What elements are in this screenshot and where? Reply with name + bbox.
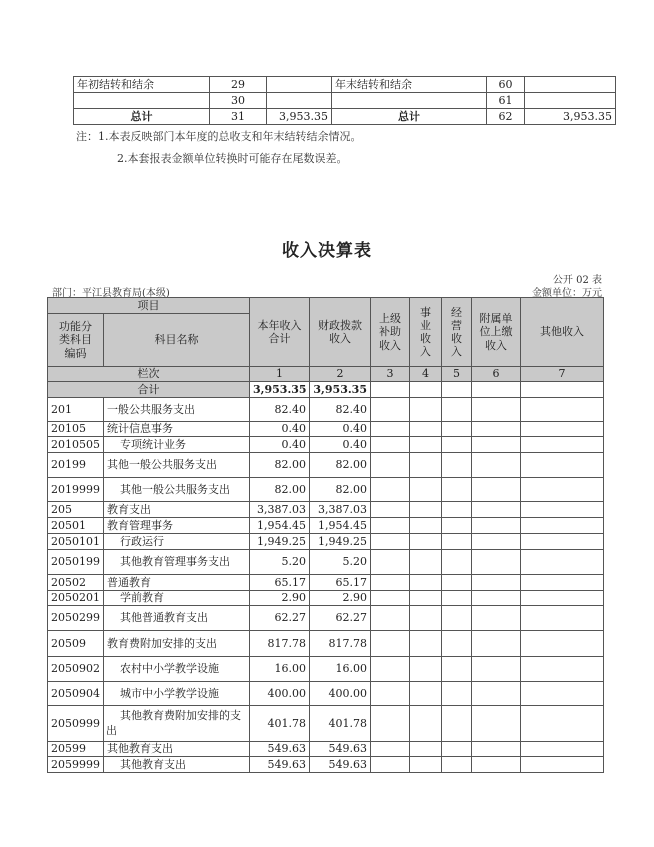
row-other <box>521 437 604 453</box>
row-total: 1,949.25 <box>250 534 310 550</box>
row-total: 65.17 <box>250 575 310 591</box>
row-name: 其他教育费附加安排的支出 <box>104 706 250 742</box>
row-other <box>521 550 604 575</box>
table-row <box>48 657 604 682</box>
row-operating <box>442 478 472 502</box>
row-code: 20501 <box>48 518 104 534</box>
row-operating <box>442 502 472 518</box>
row-name: 其他教育支出 <box>104 742 250 757</box>
total-value <box>442 382 472 398</box>
row-name: 其他一般公共服务支出 <box>104 478 250 502</box>
row-operating <box>442 606 472 631</box>
row-name: 学前教育 <box>104 591 250 606</box>
total-row <box>48 382 604 398</box>
row-operating <box>442 453 472 478</box>
row-operating <box>442 575 472 591</box>
row-business <box>410 575 442 591</box>
row-total: 401.78 <box>250 706 310 742</box>
total-value <box>472 382 521 398</box>
summary-left-no: 29 <box>210 77 267 93</box>
table-row <box>48 591 604 606</box>
page-title: 收入决算表 <box>282 241 372 261</box>
income-table <box>47 297 604 773</box>
table-row <box>48 422 604 437</box>
row-total: 62.27 <box>250 606 310 631</box>
header-code-label: 功能分类科目编码 <box>59 320 92 360</box>
row-fiscal: 0.40 <box>310 437 371 453</box>
row-total: 5.20 <box>250 550 310 575</box>
row-fiscal: 817.78 <box>310 631 371 657</box>
header-operating <box>442 298 472 367</box>
column-number: 4 <box>410 367 442 382</box>
header-other: 其他收入 <box>521 298 604 367</box>
summary-left-value: 3,953.35 <box>267 109 332 125</box>
header-affiliated <box>472 298 521 367</box>
row-affiliated <box>472 742 521 757</box>
row-other <box>521 502 604 518</box>
table-row <box>48 518 604 534</box>
row-name: 教育支出 <box>104 502 250 518</box>
row-business <box>410 757 442 773</box>
row-total: 817.78 <box>250 631 310 657</box>
total-value: 3,953.35 <box>310 382 371 398</box>
department-label: 部门：平江县教育局(本级) <box>52 288 170 299</box>
row-affiliated <box>472 550 521 575</box>
row-fiscal: 0.40 <box>310 422 371 437</box>
row-superior <box>371 478 410 502</box>
row-affiliated <box>472 478 521 502</box>
summary-left-value <box>267 77 332 93</box>
row-superior <box>371 534 410 550</box>
row-code: 2050904 <box>48 682 104 706</box>
row-operating <box>442 706 472 742</box>
summary-right-value: 3,953.35 <box>525 109 616 125</box>
row-code: 201 <box>48 398 104 422</box>
row-name: 统计信息事务 <box>104 422 250 437</box>
row-operating <box>442 534 472 550</box>
row-other <box>521 606 604 631</box>
row-other <box>521 518 604 534</box>
summary-right-value <box>525 93 616 109</box>
row-superior <box>371 453 410 478</box>
summary-left-value <box>267 93 332 109</box>
table-row <box>48 502 604 518</box>
row-other <box>521 398 604 422</box>
row-fiscal: 3,387.03 <box>310 502 371 518</box>
row-superior <box>371 606 410 631</box>
table-row <box>48 437 604 453</box>
row-affiliated <box>472 437 521 453</box>
row-total: 16.00 <box>250 657 310 682</box>
summary-right-no: 60 <box>487 77 525 93</box>
row-total: 82.40 <box>250 398 310 422</box>
row-code: 2050201 <box>48 591 104 606</box>
row-fiscal: 82.00 <box>310 478 371 502</box>
row-business <box>410 706 442 742</box>
row-name: 城市中小学教学设施 <box>104 682 250 706</box>
row-business <box>410 534 442 550</box>
row-affiliated <box>472 606 521 631</box>
summary-row <box>74 109 616 125</box>
row-affiliated <box>472 757 521 773</box>
row-business <box>410 453 442 478</box>
header-row-item <box>48 298 604 314</box>
header-code <box>48 314 104 367</box>
column-index-label: 栏次 <box>48 367 250 382</box>
row-affiliated <box>472 502 521 518</box>
row-superior <box>371 437 410 453</box>
table-row <box>48 398 604 422</box>
row-fiscal: 82.00 <box>310 453 371 478</box>
total-label: 合计 <box>48 382 250 398</box>
header-affiliated-label: 附属单位上缴收入 <box>479 312 513 352</box>
row-business <box>410 631 442 657</box>
row-business <box>410 478 442 502</box>
row-business <box>410 682 442 706</box>
table-row <box>48 742 604 757</box>
summary-left-label: 年初结转和结余 <box>74 77 210 93</box>
row-business <box>410 422 442 437</box>
row-total: 0.40 <box>250 422 310 437</box>
row-business <box>410 502 442 518</box>
row-other <box>521 631 604 657</box>
row-name: 教育管理事务 <box>104 518 250 534</box>
row-operating <box>442 591 472 606</box>
row-fiscal: 62.27 <box>310 606 371 631</box>
row-superior <box>371 631 410 657</box>
table-row <box>48 757 604 773</box>
row-affiliated <box>472 534 521 550</box>
row-superior <box>371 398 410 422</box>
summary-left-no: 30 <box>210 93 267 109</box>
header-fiscal <box>310 298 371 367</box>
row-other <box>521 422 604 437</box>
form-code: 公开 02 表 <box>552 275 602 286</box>
row-business <box>410 742 442 757</box>
row-fiscal: 1,949.25 <box>310 534 371 550</box>
row-code: 20502 <box>48 575 104 591</box>
row-business <box>410 657 442 682</box>
row-affiliated <box>472 631 521 657</box>
row-other <box>521 682 604 706</box>
row-code: 2050999 <box>48 706 104 742</box>
note-1: 注：1.本表反映部门本年度的总收支和年末结转结余情况。 <box>76 130 362 143</box>
row-business <box>410 591 442 606</box>
row-operating <box>442 518 472 534</box>
row-superior <box>371 518 410 534</box>
total-value: 3,953.35 <box>250 382 310 398</box>
row-code: 2050902 <box>48 657 104 682</box>
row-name: 农村中小学教学设施 <box>104 657 250 682</box>
row-code: 205 <box>48 502 104 518</box>
row-total: 0.40 <box>250 437 310 453</box>
row-superior <box>371 502 410 518</box>
table-row <box>48 606 604 631</box>
summary-right-no: 61 <box>487 93 525 109</box>
header-item: 项目 <box>48 298 250 314</box>
header-business-label: 事业收入 <box>420 305 431 359</box>
row-other <box>521 478 604 502</box>
row-business <box>410 437 442 453</box>
summary-left-label <box>74 93 210 109</box>
row-total: 549.63 <box>250 742 310 757</box>
row-code: 2050299 <box>48 606 104 631</box>
column-number: 7 <box>521 367 604 382</box>
row-other <box>521 453 604 478</box>
row-affiliated <box>472 657 521 682</box>
row-code: 2050101 <box>48 534 104 550</box>
row-name: 一般公共服务支出 <box>104 398 250 422</box>
row-code: 2050199 <box>48 550 104 575</box>
summary-table <box>73 76 616 125</box>
row-code: 20509 <box>48 631 104 657</box>
row-name: 其他教育支出 <box>104 757 250 773</box>
row-superior <box>371 550 410 575</box>
summary-right-no: 62 <box>487 109 525 125</box>
summary-right-label: 年末结转和结余 <box>332 77 487 93</box>
row-affiliated <box>472 575 521 591</box>
table-row <box>48 478 604 502</box>
table-row <box>48 575 604 591</box>
table-row <box>48 453 604 478</box>
row-operating <box>442 398 472 422</box>
row-fiscal: 82.40 <box>310 398 371 422</box>
row-code: 20105 <box>48 422 104 437</box>
summary-right-label <box>332 93 487 109</box>
row-fiscal: 16.00 <box>310 657 371 682</box>
row-other <box>521 657 604 682</box>
row-superior <box>371 575 410 591</box>
summary-row <box>74 77 616 93</box>
row-total: 2.90 <box>250 591 310 606</box>
row-code: 2019999 <box>48 478 104 502</box>
header-business <box>410 298 442 367</box>
summary-row <box>74 93 616 109</box>
row-total: 1,954.45 <box>250 518 310 534</box>
table-row <box>48 706 604 742</box>
table-row <box>48 631 604 657</box>
header-name: 科目名称 <box>104 314 250 367</box>
row-other <box>521 591 604 606</box>
row-affiliated <box>472 398 521 422</box>
row-code: 2010505 <box>48 437 104 453</box>
row-operating <box>442 437 472 453</box>
table-row <box>48 682 604 706</box>
row-affiliated <box>472 453 521 478</box>
row-other <box>521 742 604 757</box>
row-superior <box>371 742 410 757</box>
row-code: 20599 <box>48 742 104 757</box>
row-fiscal: 2.90 <box>310 591 371 606</box>
row-superior <box>371 422 410 437</box>
row-operating <box>442 682 472 706</box>
summary-right-value <box>525 77 616 93</box>
row-name: 教育费附加安排的支出 <box>104 631 250 657</box>
row-name: 行政运行 <box>104 534 250 550</box>
row-other <box>521 706 604 742</box>
row-total: 82.00 <box>250 453 310 478</box>
row-business <box>410 606 442 631</box>
row-other <box>521 534 604 550</box>
row-affiliated <box>472 591 521 606</box>
row-total: 3,387.03 <box>250 502 310 518</box>
row-affiliated <box>472 422 521 437</box>
column-index-row <box>48 367 604 382</box>
summary-right-label: 总计 <box>332 109 487 125</box>
header-fiscal-label: 财政拨款收入 <box>318 318 362 345</box>
total-value <box>410 382 442 398</box>
note-2: 2.本套报表金额单位转换时可能存在尾数误差。 <box>117 152 348 165</box>
header-operating-label: 经营收入 <box>451 305 462 359</box>
header-superior-label: 上级补助收入 <box>379 312 401 352</box>
row-code: 20199 <box>48 453 104 478</box>
row-fiscal: 400.00 <box>310 682 371 706</box>
row-superior <box>371 757 410 773</box>
header-superior <box>371 298 410 367</box>
row-business <box>410 550 442 575</box>
row-operating <box>442 550 472 575</box>
row-fiscal: 549.63 <box>310 757 371 773</box>
row-name: 其他一般公共服务支出 <box>104 453 250 478</box>
table-row <box>48 550 604 575</box>
row-other <box>521 575 604 591</box>
row-name: 其他普通教育支出 <box>104 606 250 631</box>
row-name: 普通教育 <box>104 575 250 591</box>
row-business <box>410 518 442 534</box>
row-superior <box>371 591 410 606</box>
table-row <box>48 534 604 550</box>
row-affiliated <box>472 706 521 742</box>
column-number: 6 <box>472 367 521 382</box>
column-number: 3 <box>371 367 410 382</box>
total-value <box>521 382 604 398</box>
row-fiscal: 1,954.45 <box>310 518 371 534</box>
row-fiscal: 549.63 <box>310 742 371 757</box>
summary-left-label: 总计 <box>74 109 210 125</box>
row-total: 549.63 <box>250 757 310 773</box>
row-name: 专项统计业务 <box>104 437 250 453</box>
unit-label: 金额单位：万元 <box>532 288 602 299</box>
row-operating <box>442 631 472 657</box>
row-operating <box>442 742 472 757</box>
row-superior <box>371 682 410 706</box>
column-number: 2 <box>310 367 371 382</box>
header-total-label: 本年收入合计 <box>257 318 302 345</box>
summary-left-no: 31 <box>210 109 267 125</box>
row-total: 400.00 <box>250 682 310 706</box>
row-fiscal: 65.17 <box>310 575 371 591</box>
row-fiscal: 401.78 <box>310 706 371 742</box>
column-number: 1 <box>250 367 310 382</box>
total-value <box>371 382 410 398</box>
row-operating <box>442 757 472 773</box>
row-superior <box>371 657 410 682</box>
row-fiscal: 5.20 <box>310 550 371 575</box>
header-total <box>250 298 310 367</box>
row-name: 其他教育管理事务支出 <box>104 550 250 575</box>
row-business <box>410 398 442 422</box>
row-total: 82.00 <box>250 478 310 502</box>
row-operating <box>442 657 472 682</box>
row-other <box>521 757 604 773</box>
row-code: 2059999 <box>48 757 104 773</box>
row-superior <box>371 706 410 742</box>
row-affiliated <box>472 518 521 534</box>
row-affiliated <box>472 682 521 706</box>
column-number: 5 <box>442 367 472 382</box>
row-operating <box>442 422 472 437</box>
